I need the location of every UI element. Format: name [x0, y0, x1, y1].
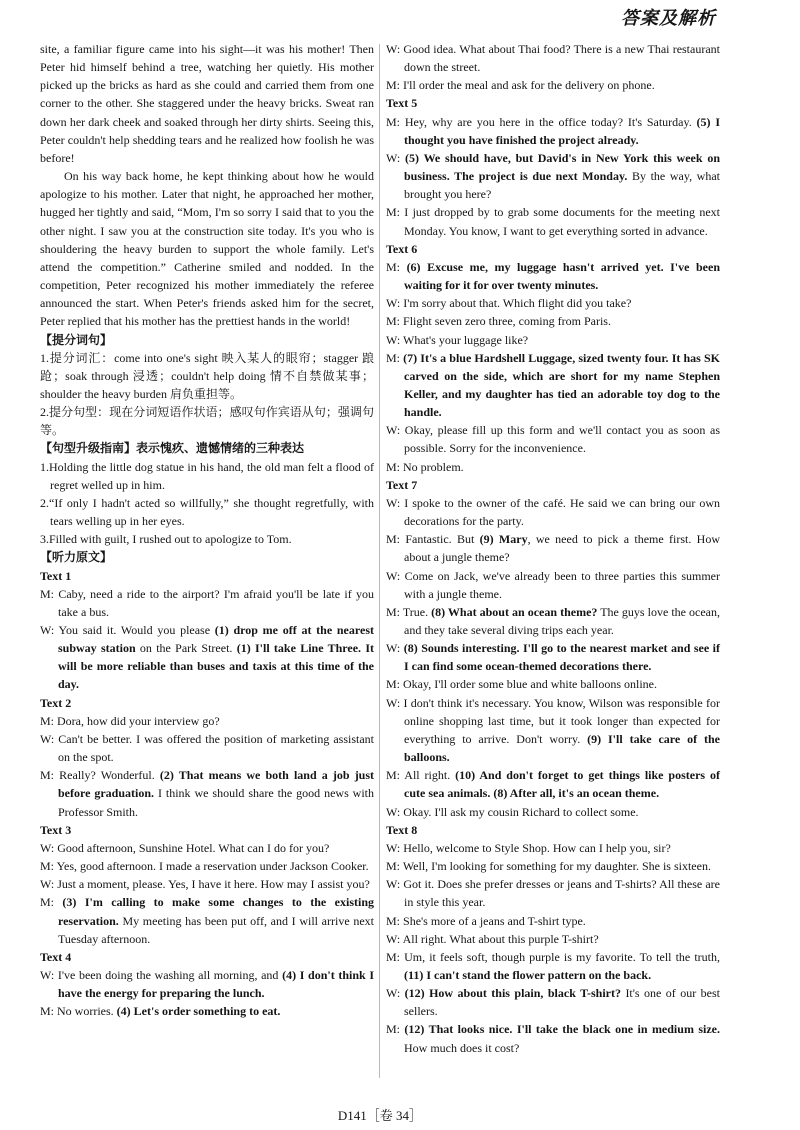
- dialogue-text: All right.: [404, 768, 456, 783]
- speaker-label: M:: [40, 859, 55, 874]
- dialogue-text: You said it. Would you please: [58, 623, 215, 637]
- dialogue-line: [386, 675, 720, 693]
- dialogue-text: I spoke to the owner of the café. He said we can bring our own decorations for the party.: [404, 495, 720, 529]
- answer-evidence-text: (12) That looks nice. I'll take the black one in medium size.: [404, 1022, 720, 1037]
- dialogue-text: Fantastic. But: [405, 532, 480, 547]
- speaker-label: M:: [386, 677, 401, 692]
- dialogue-line: [386, 294, 720, 312]
- dialogue-text: Can't be better. I was offered the position of marketing assistant on the spot.: [58, 731, 375, 765]
- dialogue-line: [386, 113, 720, 149]
- speaker-label: W:: [386, 804, 401, 819]
- speaker-label: M:: [386, 859, 401, 874]
- listening-text-label: Text 2: [40, 695, 72, 710]
- speaker-label: W:: [386, 931, 401, 946]
- dialogue-text: Really? Wonderful.: [59, 768, 160, 783]
- speaker-label: W:: [386, 495, 401, 510]
- page-number: D141［卷 34］: [337, 1108, 423, 1123]
- answer-evidence-text: (5) We should have, but David's in New York this week on business. The project is due next Monday.: [404, 150, 721, 184]
- speaker-label: W:: [40, 623, 55, 637]
- dialogue-text: Hello, welcome to Style Shop. How can I help you, sir?: [403, 840, 671, 855]
- listening-text-label: Text 4: [40, 949, 72, 964]
- story-paragraph: On his way back home, he kept thinking about how he would apologize to his mother. Later that night, he approached her mother, hugged her tightly and said, “Mom, I'm so sorry I said that to you the other night. I saw you at the construction site today. It's you who is shouldering the heavy burden to support the whole family. Let's attend the competition.” Catherine smiled and nodded. In the competition, Peter recognized his mother immediately the referee announced the start. When Peter's friends asked him for the secret, Peter replied that his mother has the prettiest hands in the world!: [40, 169, 374, 329]
- dialogue-line: [386, 349, 720, 422]
- speaker-label: W:: [386, 150, 401, 165]
- speaker-label: W:: [386, 568, 401, 583]
- dialogue-text: I just dropped by to grab some documents for the meeting next Monday. You know, I want to get everything sorted in advance.: [404, 205, 720, 238]
- dialogue-line: [40, 893, 374, 947]
- listening-text-label: Text 3: [40, 822, 72, 837]
- speaker-label: M:: [386, 350, 401, 365]
- speaker-label: M:: [386, 532, 401, 547]
- dialogue-line: [386, 312, 720, 330]
- speaker-label: M:: [386, 259, 401, 274]
- speaker-label: W:: [386, 840, 401, 855]
- dialogue-line: [386, 258, 720, 294]
- listening-text-label: Text 1: [40, 568, 72, 583]
- dialogue-text: She's more of a jeans and T-shirt type.: [403, 913, 586, 928]
- dialogue-text: I'll order the meal and ask for the delivery on phone.: [403, 78, 655, 93]
- dialogue-line: [40, 1002, 374, 1020]
- speaker-label: W:: [386, 42, 401, 56]
- dialogue-text: Well, I'm looking for something for my daughter. She is sixteen.: [402, 859, 711, 874]
- answer-evidence-text: (1) drop me off at the nearest subway station: [58, 623, 374, 656]
- speaker-label: W:: [386, 423, 401, 438]
- dialogue-line: [386, 421, 720, 457]
- dialogue-line: [386, 766, 720, 802]
- dialogue-text: on the Park Street.: [135, 641, 237, 656]
- dialogue-line: [386, 530, 720, 566]
- answer-evidence-text: (2) That means we both land a job just before graduation.: [58, 768, 375, 801]
- dialogue-text: Okay, please fill up this form and we'll contact you as soon as possible. Sorry for the inconvenience.: [404, 423, 720, 456]
- dialogue-line: [40, 585, 374, 621]
- answer-evidence-text: (4) Let's order something to eat.: [116, 1004, 281, 1019]
- dialogue-line: [386, 875, 720, 911]
- page-header-title: 答案及解析: [621, 8, 716, 29]
- speaker-label: W:: [40, 731, 55, 746]
- dialogue-line: [40, 712, 374, 730]
- dialogue-text: By the way, what brought you here?: [404, 169, 721, 202]
- dialogue-line: [386, 494, 720, 530]
- dialogue-line: [386, 1020, 720, 1056]
- dialogue-line: [386, 857, 720, 875]
- dialogue-line: [386, 603, 720, 639]
- dialogue-text: Okay, I'll order some blue and white balloons online.: [403, 677, 658, 692]
- speaker-label: M:: [40, 713, 55, 728]
- dialogue-text: Hey, why are you here in the office today? It's Saturday.: [404, 114, 697, 129]
- dialogue-line: [40, 839, 374, 857]
- speaker-label: M:: [40, 768, 55, 783]
- dialogue-line: [40, 766, 374, 820]
- dialogue-text: Um, it feels soft, though purple is my favorite. To tell the truth,: [404, 949, 721, 964]
- dialogue-text: I don't think it's necessary. You know, Wilson was responsible for online shopping last time, but it took longer than expected for everything to arrive. Don't worry.: [403, 695, 720, 746]
- dialogue-line: [40, 875, 374, 893]
- dialogue-line: [40, 621, 374, 694]
- speaker-label: M:: [40, 1004, 55, 1019]
- answer-evidence-text: (12) How about this plain, black T-shirt?: [404, 986, 621, 1001]
- answer-evidence-text: (8) Sounds interesting. I'll go to the nearest market and see if I can find some ocean-themed decorations there.: [403, 641, 720, 674]
- speaker-label: M:: [386, 314, 401, 329]
- dialogue-line: [386, 803, 720, 821]
- dialogue-text: The guys love the ocean, and they take several diving trips each year.: [404, 604, 720, 637]
- section-heading: 【提分词句】: [40, 332, 113, 347]
- dialogue-line: [386, 203, 720, 239]
- dialogue-text: No problem.: [403, 459, 464, 474]
- section-heading: 【听力原文】: [40, 550, 113, 565]
- answer-evidence-text: (5) I thought you have finished the project already.: [404, 114, 720, 147]
- speaker-label: W:: [40, 840, 55, 855]
- dialogue-text: Good afternoon, Sunshine Hotel. What can I do for you?: [57, 840, 330, 855]
- dialogue-text: I'm sorry about that. Which flight did you take?: [403, 296, 632, 311]
- column-divider: [379, 44, 380, 1078]
- speaker-label: W:: [386, 877, 401, 892]
- dialogue-text: Yes, good afternoon. I made a reservation under Jackson Cooker.: [56, 859, 369, 874]
- dialogue-line: [386, 458, 720, 476]
- answer-evidence-text: (11) I can't stand the flower pattern on the back.: [404, 967, 652, 982]
- dialogue-text: Caby, need a ride to the airport? I'm afraid you'll be late if you take a bus.: [58, 586, 375, 619]
- speaker-label: W:: [386, 695, 401, 710]
- dialogue-line: [386, 984, 720, 1020]
- speaker-label: M:: [386, 949, 401, 964]
- speaker-label: M:: [386, 1022, 401, 1037]
- right-column: [386, 40, 720, 1057]
- dialogue-text: Got it. Does she prefer dresses or jeans and T-shirts? All these are in style this year.: [403, 877, 721, 910]
- dialogue-line: [386, 948, 720, 984]
- listening-text-label: Text 6: [386, 241, 418, 256]
- dialogue-line: [386, 76, 720, 94]
- speaker-label: M:: [386, 604, 401, 619]
- note-item: 1.提分词汇：come into one's sight 映入某人的眼帘；stagger 踉跄；soak through 浸透；couldn't help doing 情不自禁做某事；shoulder the heavy burden 肩负重担等。: [40, 350, 374, 401]
- speaker-label: W:: [386, 332, 401, 347]
- listening-text-label: Text 7: [386, 477, 418, 492]
- dialogue-line: [386, 839, 720, 857]
- example-sentence: 1.Holding the little dog statue in his hand, the old man felt a flood of regret welled up in him.: [40, 459, 374, 492]
- answer-evidence-text: (8) What about an ocean theme?: [431, 604, 598, 619]
- speaker-label: M:: [386, 768, 401, 783]
- answer-evidence-text: (3) I'm calling to make some changes to the existing reservation.: [58, 895, 374, 928]
- left-column: [40, 40, 374, 1020]
- dialogue-line: [40, 966, 374, 1002]
- dialogue-text: My meeting has been put off, and I will arrive next Tuesday afternoon.: [58, 913, 374, 946]
- answer-evidence-text: (1) I'll take Line Three. It will be more reliable than buses and taxis at this time of the day.: [58, 641, 374, 692]
- speaker-label: W:: [386, 296, 401, 311]
- dialogue-line: [40, 730, 374, 766]
- dialogue-line: [386, 149, 720, 203]
- dialogue-text: Come on Jack, we've already been to three parties this summer with a jungle theme.: [404, 568, 721, 601]
- dialogue-text: Flight seven zero three, coming from Paris.: [403, 314, 611, 329]
- dialogue-text: , we need to pick a theme first. How about a jungle theme?: [404, 532, 720, 565]
- dialogue-text: Good idea. What about Thai food? There is a new Thai restaurant down the street.: [403, 42, 720, 75]
- dialogue-line: [386, 912, 720, 930]
- dialogue-line: [386, 567, 720, 603]
- note-item: 2.提分句型：现在分词短语作状语；感叹句作宾语从句；强调句等。: [40, 405, 374, 438]
- answer-evidence-text: (10) And don't forget to get things like posters of cute sea animals. (8) After all, it's an ocean theme.: [404, 768, 720, 801]
- dialogue-text: No worries.: [57, 1004, 117, 1019]
- dialogue-text: All right. What about this purple T-shirt?: [402, 931, 599, 946]
- speaker-label: W:: [386, 641, 401, 656]
- listening-text-label: Text 8: [386, 822, 418, 837]
- dialogue-line: [386, 40, 720, 76]
- dialogue-text: How much does it cost?: [404, 1040, 520, 1055]
- speaker-label: M:: [386, 114, 401, 129]
- listening-text-label: Text 5: [386, 96, 418, 111]
- example-sentence: 3.Filled with guilt, I rushed out to apologize to Tom.: [40, 532, 292, 547]
- story-paragraph: site, a familiar figure came into his sight—it was his mother! Then Peter hid himself behind a tree, watching her quietly. His mother picked up the bricks as hard as she could and carried them from one corner to the other. She staggered under the heavy bricks. Sweat ran down her dark cheek and soaked through her dirty shirts. Seeing this, Peter couldn't help shedding tears and he realized how foolish he was before!: [40, 42, 374, 165]
- dialogue-text: Dora, how did your interview go?: [57, 713, 220, 728]
- section-heading: 【句型升级指南】表示愧疚、遗憾情绪的三种表达: [40, 441, 305, 456]
- speaker-label: W:: [40, 877, 55, 892]
- dialogue-line: [386, 694, 720, 767]
- speaker-label: M:: [386, 913, 401, 928]
- dialogue-text: True.: [402, 604, 432, 619]
- speaker-label: W:: [386, 986, 401, 1001]
- answer-evidence-text: (6) Excuse me, my luggage hasn't arrived yet. I've been waiting for it for over twenty minutes.: [404, 259, 721, 293]
- speaker-label: M:: [386, 459, 401, 474]
- speaker-label: W:: [40, 967, 55, 982]
- speaker-label: M:: [40, 586, 55, 601]
- dialogue-text: I think we should share the good news with Professor Smith.: [58, 786, 375, 819]
- dialogue-text: What's your luggage like?: [403, 332, 529, 347]
- speaker-label: M:: [40, 895, 55, 910]
- answer-evidence-text: (9) I'll take care of the balloons.: [404, 731, 720, 765]
- dialogue-line: [386, 331, 720, 349]
- dialogue-text: It's one of our best sellers.: [404, 986, 720, 1019]
- speaker-label: M:: [386, 78, 401, 93]
- speaker-label: M:: [386, 205, 401, 220]
- dialogue-text: Just a moment, please. Yes, I have it here. How may I assist you?: [57, 877, 370, 892]
- dialogue-line: [40, 857, 374, 875]
- dialogue-line: [386, 639, 720, 675]
- answer-evidence-text: (9) Mary: [479, 532, 528, 547]
- answer-evidence-text: (7) It's a blue Hardshell Luggage, sized twenty four. It has SK carved on the side, which are short for my name Stephen Keller, and my daughter has tied an adorable toy dog to the handle.: [403, 350, 721, 420]
- dialogue-text: Okay. I'll ask my cousin Richard to collect some.: [403, 804, 639, 819]
- answer-evidence-text: (4) I don't think I have the energy for preparing the lunch.: [58, 967, 374, 1001]
- dialogue-text: I've been doing the washing all morning, and: [57, 967, 283, 982]
- dialogue-line: [386, 930, 720, 948]
- example-sentence: 2.“If only I hadn't acted so willfully,” she thought regretfully, with tears welling up in her eyes.: [40, 495, 374, 529]
